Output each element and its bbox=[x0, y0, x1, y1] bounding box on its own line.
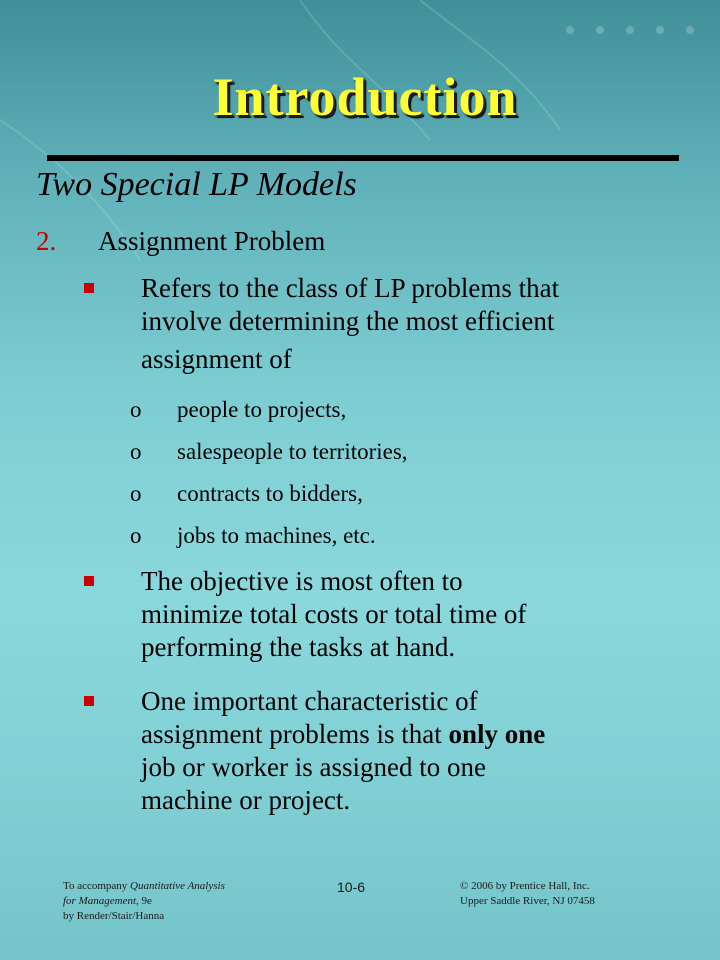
footer-text: , 9e bbox=[136, 895, 152, 907]
bullet-square-icon bbox=[84, 283, 94, 293]
bullet-line: machine or project. bbox=[141, 785, 351, 815]
slide-subtitle: Two Special LP Models bbox=[36, 166, 357, 203]
footer-text: To accompany bbox=[63, 880, 131, 892]
bullet-line: Refers to the class of LP problems that bbox=[141, 273, 560, 303]
sub-item bbox=[130, 523, 376, 549]
sub-item-text: contracts to bidders, bbox=[177, 481, 363, 506]
section-number: 2. bbox=[36, 226, 57, 256]
bullet-line: job or worker is assigned to one bbox=[141, 752, 486, 782]
sub-item-text: people to projects, bbox=[177, 397, 347, 422]
title-underline bbox=[47, 155, 679, 161]
footer-copyright bbox=[460, 879, 595, 909]
footer-copyright-line: © 2006 by Prentice Hall, Inc. bbox=[460, 880, 590, 892]
bullet-line: One important characteristic of bbox=[141, 686, 478, 716]
book-title: for Management bbox=[63, 895, 137, 907]
bullet-line: minimize total costs or total time of bbox=[141, 599, 527, 629]
bullet-characteristic bbox=[84, 685, 694, 817]
slide-title: Introduction bbox=[212, 67, 518, 127]
section-heading bbox=[36, 226, 325, 257]
circle-bullet-icon: o bbox=[130, 481, 142, 506]
circle-bullet-icon: o bbox=[130, 397, 142, 422]
bullet-line: involve determining the most efficient bbox=[141, 306, 555, 336]
bullet-line bbox=[141, 718, 694, 751]
footer-copyright-line: Upper Saddle River, NJ 07458 bbox=[460, 895, 595, 907]
sub-item bbox=[130, 439, 408, 465]
sub-item-text: jobs to machines, etc. bbox=[177, 523, 376, 548]
bullet-square-icon bbox=[84, 696, 94, 706]
bullet-objective bbox=[84, 565, 694, 664]
bullet-line: performing the tasks at hand. bbox=[141, 632, 456, 662]
sub-item bbox=[130, 481, 363, 507]
bullet-line: The objective is most often to bbox=[141, 566, 463, 596]
footer-credit-line bbox=[63, 879, 225, 894]
bullet-line: assignment of bbox=[141, 344, 292, 374]
section-title: Assignment Problem bbox=[98, 226, 326, 256]
sub-item-text: salespeople to territories, bbox=[177, 439, 408, 464]
bullet-text: assignment problems is that bbox=[141, 719, 449, 749]
bullet-definition bbox=[84, 272, 694, 376]
footer-credit-line bbox=[63, 894, 225, 909]
bullet-square-icon bbox=[84, 576, 94, 586]
bullet-emphasis: only one bbox=[448, 719, 546, 749]
sub-item bbox=[130, 397, 346, 423]
page-number: 10-6 bbox=[337, 879, 366, 895]
circle-bullet-icon: o bbox=[130, 439, 142, 464]
footer-credit bbox=[63, 879, 225, 924]
circle-bullet-icon: o bbox=[130, 523, 142, 548]
book-title: Quantitative Analysis bbox=[130, 880, 225, 892]
footer-credit-line: by Render/Stair/Hanna bbox=[63, 910, 165, 922]
